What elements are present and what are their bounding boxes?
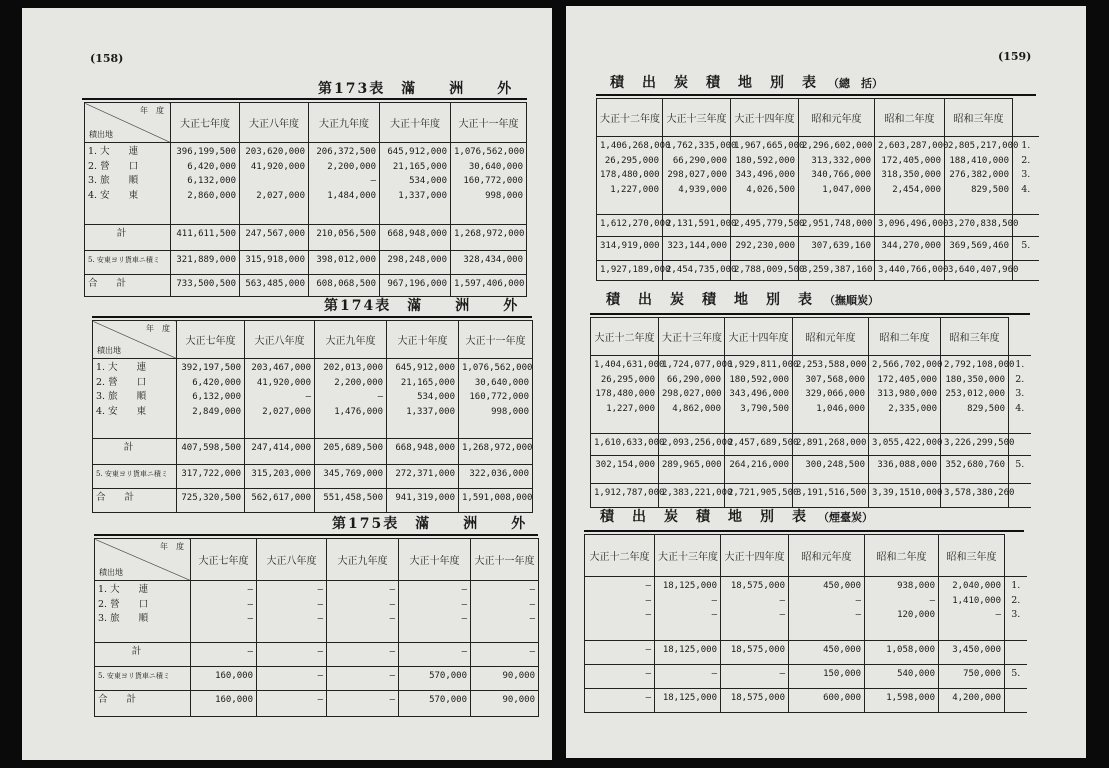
table-175-total-label: 合 計 [95,691,191,717]
fushun-table-cell: 300,248,500 [793,456,869,484]
table-174-cell: 322,036,000 [459,465,533,489]
table-174-cell: 1,076,562,000 30,640,000 160,772,000 998,000 [459,359,533,439]
index-blank [1005,689,1027,713]
table-175-cell: 160,000 [191,667,257,691]
fushun-table-cell: 336,088,000 [869,456,941,484]
table-174-header: 大正九年度 [315,321,387,359]
table-173 [84,102,527,297]
summary-table-header: 昭和二年度 [875,99,945,137]
yentai-table-cell: 450,000 [789,641,865,665]
table-173-header: 大正七年度 [171,103,240,143]
table-173-cell: 563,485,000 [240,275,309,297]
table-175-sum-label: 計 [95,643,191,667]
yentai-table [584,534,1027,713]
fushun-table-cell: 352,680,760 [941,456,1009,484]
table-173-total-label: 合 計 [85,275,171,297]
fushun-table-index: 1. 2. 3. 4. [1009,356,1031,434]
table-175-cell: — [399,643,471,667]
table-175-cell: 160,000 [191,691,257,717]
fushun-table-header: 昭和二年度 [869,318,941,356]
table-174-title: 第174表 滿 洲 外 [324,298,520,314]
fushun-table-header: 大正十四年度 [725,318,793,356]
page-number-left: (158) [90,52,124,65]
table-174-cell: 645,912,000 21,165,000 534,000 1,337,000 [387,359,459,439]
fushun-table-cell: 1,610,633,000 [591,434,659,456]
row-label: 3. 旅 順 [96,391,147,402]
yentai-table-rule [584,530,1024,532]
yentai-table-cell: 18,125,000 — — [655,577,721,641]
table-175-cell: — [191,643,257,667]
table-173-extra-label: 5. 安東ヨリ貨車ニ積ミ [85,251,171,275]
summary-table-subtitle: （總 括） [828,77,883,90]
summary-table-cell: 2,495,779,500 [731,215,799,237]
yentai-table-cell: 4,200,000 [939,689,1005,713]
fushun-table-cell: 2,457,689,500 [725,434,793,456]
yentai-table-cell: 18,125,000 [655,689,721,713]
summary-table-cell: 2,296,602,000 313,332,000 340,766,000 1,047,000 [799,137,875,215]
table-173-sum-label: 計 [85,225,171,251]
fushun-table-header: 昭和元年度 [793,318,869,356]
table-175-cell: — — — [191,581,257,643]
yentai-table-cell: 18,575,000 [721,641,789,665]
table-173-cell: 328,434,000 [451,251,527,275]
table-174-cell: 247,414,000 [245,439,315,465]
table-173-row-labels [85,143,171,225]
row-label: 1. 大 連 [98,584,149,595]
table-174-sum-label: 計 [93,439,177,465]
table-175-cell: 90,000 [471,667,539,691]
summary-table-header: 大正十三年度 [663,99,731,137]
fushun-table-cell: 3,578,380,260 [941,484,1009,508]
fushun-table-index: 5. [1009,456,1031,484]
table-174-corner: 年 度 積出地 [93,321,177,359]
yentai-table-cell: — [655,665,721,689]
fushun-table-cell: 302,154,000 [591,456,659,484]
table-174-cell: 1,591,008,000 [459,489,533,513]
yentai-table-cell: 750,000 [939,665,1005,689]
table-174-cell: 725,320,500 [177,489,245,513]
table-173-cell: 210,056,500 [309,225,380,251]
row-label: 3. 旅 順 [88,175,139,186]
yentai-table-subtitle: （煙臺炭） [818,511,873,524]
summary-table-cell: 344,270,000 [875,237,945,261]
table-175-cell: 570,000 [399,667,471,691]
table-173-header: 大正十年度 [380,103,451,143]
summary-table-cell: 323,144,000 [663,237,731,261]
table-173-header: 大正九年度 [309,103,380,143]
table-175-cell: — [327,691,399,717]
yentai-table-header: 昭和二年度 [865,535,939,577]
fushun-table-cell: 3,39,1510,000 [869,484,941,508]
table-174-cell: 551,458,500 [315,489,387,513]
yentai-table-cell: 1,598,000 [865,689,939,713]
table-173-cell: 1,076,562,000 30,640,000 160,772,000 998,000 [451,143,527,225]
index-header [1009,318,1031,356]
summary-table-cell: 3,270,838,500 [945,215,1013,237]
table-174-cell: 202,013,000 2,200,000 — 1,476,000 [315,359,387,439]
table-175-header: 大正十年度 [399,539,471,581]
table-173-cell: 247,567,000 [240,225,309,251]
fushun-table-cell: 3,055,422,000 [869,434,941,456]
yentai-table-cell: 150,000 [789,665,865,689]
yentai-table-cell: 3,450,000 [939,641,1005,665]
yentai-table-index: 5. [1005,665,1027,689]
table-175-cell: 90,000 [471,691,539,717]
fushun-table-cell: 2,093,256,000 [659,434,725,456]
table-175-row-labels [95,581,191,643]
summary-table-header: 大正十四年度 [731,99,799,137]
table-173-cell: 206,372,500 2,200,000 — 1,484,000 [309,143,380,225]
summary-table-cell: 314,919,000 [597,237,663,261]
yentai-table-cell: 18,575,000 [721,689,789,713]
yentai-table-cell: — [585,689,655,713]
table-175-header: 大正九年度 [327,539,399,581]
table-174-cell: 668,948,000 [387,439,459,465]
page-number-right: (159) [998,50,1032,63]
table-174-rule [92,316,532,318]
yentai-table-cell: 450,000 — — [789,577,865,641]
table-173-cell: 396,199,500 6,420,000 6,132,000 2,860,000 [171,143,240,225]
table-173-cell: 398,012,000 [309,251,380,275]
fushun-table-cell: 2,383,221,000 [659,484,725,508]
fushun-table-header: 大正十二年度 [591,318,659,356]
fushun-table-cell: 289,965,000 [659,456,725,484]
fushun-table-cell: 2,891,268,000 [793,434,869,456]
summary-table-cell: 2,603,287,000 172,405,000 318,350,000 2,454,000 [875,137,945,215]
summary-table-cell: 2,131,591,000 [663,215,731,237]
summary-table-index: 1. 2. 3. 4. [1013,137,1039,215]
table-174-header: 大正七年度 [177,321,245,359]
table-173-corner: 年 度 積出地 [85,103,171,143]
summary-table-cell: 1,762,335,000 66,290,000 298,027,000 4,939,000 [663,137,731,215]
fushun-table-cell: 1,404,631,000 26,295,000 178,480,000 1,227,000 [591,356,659,434]
table-173-title: 第173表 滿 洲 外 [318,81,514,97]
table-174-cell: 407,598,500 [177,439,245,465]
fushun-table-cell: 3,226,299,500 [941,434,1009,456]
table-174-header: 大正八年度 [245,321,315,359]
table-173-cell: 668,948,000 [380,225,451,251]
table-173-cell: 645,912,000 21,165,000 534,000 1,337,000 [380,143,451,225]
table-175-cell: — [327,667,399,691]
index-blank [1005,641,1027,665]
yentai-table-cell: 18,125,000 [655,641,721,665]
table-173-cell: 411,611,500 [171,225,240,251]
yentai-table-header: 大正十三年度 [655,535,721,577]
row-label: 4. 安 東 [88,189,139,201]
table-173-header: 大正十一年度 [451,103,527,143]
table-175-cell: — — — [399,581,471,643]
fushun-table-cell: 2,566,702,000 172,405,000 313,980,000 2,335,000 [869,356,941,434]
table-174-cell: 317,722,000 [177,465,245,489]
row-label: 2. 營 口 [96,376,147,388]
row-label: 2. 營 口 [98,598,149,610]
table-175-header: 大正八年度 [257,539,327,581]
yentai-table-cell: 540,000 [865,665,939,689]
table-175-rule [94,534,538,536]
table-174-header: 大正十年度 [387,321,459,359]
table-174-header: 大正十一年度 [459,321,533,359]
yentai-table-cell: — — — [585,577,655,641]
table-173-cell: 1,268,972,000 [451,225,527,251]
table-173-cell: 967,196,000 [380,275,451,297]
right-page [566,6,1086,758]
yentai-table-cell: 600,000 [789,689,865,713]
table-175-title: 第175表 滿 洲 外 [332,516,528,532]
table-175-extra-label: 5. 安東ヨリ貨車ニ積ミ [95,667,191,691]
table-175 [94,538,539,717]
table-175-cell: — [257,667,327,691]
yentai-table-header: 大正十二年度 [585,535,655,577]
table-175-corner: 年 度 積出地 [95,539,191,581]
summary-table-cell: 369,569,460 [945,237,1013,261]
yentai-table-cell: — [721,665,789,689]
table-174 [92,320,533,513]
summary-table-header: 大正十二年度 [597,99,663,137]
fushun-table-cell: 2,792,108,000 180,350,000 253,012,000 829,500 [941,356,1009,434]
summary-table-cell: 3,640,407,960 [945,261,1013,281]
summary-table-cell: 3,096,496,000 [875,215,945,237]
yentai-table-cell: — [585,665,655,689]
table-174-cell: 345,769,000 [315,465,387,489]
yentai-table-cell: — [585,641,655,665]
fushun-table-cell: 3,191,516,500 [793,484,869,508]
table-174-total-label: 合 計 [93,489,177,513]
table-175-cell: — [257,691,327,717]
table-174-cell: 392,197,500 6,420,000 6,132,000 2,849,000 [177,359,245,439]
yentai-table-cell: 18,575,000 — — [721,577,789,641]
table-173-cell: 321,889,000 [171,251,240,275]
table-174-cell: 1,268,972,000 [459,439,533,465]
summary-table [596,98,1039,281]
summary-table-cell: 2,805,217,000 188,410,000 276,382,000 829,500 [945,137,1013,215]
yentai-table-title: 積 出 炭 積 地 別 表 （煙臺炭） [600,509,873,525]
fushun-table-header: 大正十三年度 [659,318,725,356]
yentai-table-header: 昭和三年度 [939,535,1005,577]
fushun-table-cell: 2,253,588,000 307,568,000 329,066,000 1,046,000 [793,356,869,434]
row-label: 3. 旅 順 [98,613,149,624]
table-175-header: 大正七年度 [191,539,257,581]
table-173-cell: 733,500,500 [171,275,240,297]
table-175-header: 大正十一年度 [471,539,539,581]
table-175-cell: — [471,643,539,667]
summary-table-cell: 2,454,735,000 [663,261,731,281]
yentai-table-header: 昭和元年度 [789,535,865,577]
index-header [1005,535,1027,577]
table-173-rule [82,98,527,100]
table-174-cell: 205,689,500 [315,439,387,465]
summary-table-cell: 1,967,665,000 180,592,000 343,496,000 4,026,500 [731,137,799,215]
table-175-cell: — [327,643,399,667]
summary-table-cell: 2,951,748,000 [799,215,875,237]
table-173-header: 大正八年度 [240,103,309,143]
summary-table-title: 積 出 炭 積 地 別 表 （總 括） [610,75,883,91]
fushun-table-cell: 1,724,077,000 66,290,000 298,027,000 4,862,000 [659,356,725,434]
yentai-table-header: 大正十四年度 [721,535,789,577]
table-174-cell: 272,371,000 [387,465,459,489]
fushun-table-cell: 1,929,811,000 180,592,000 343,496,000 3,790,500 [725,356,793,434]
table-175-cell: — [257,643,327,667]
summary-table-cell: 307,639,160 [799,237,875,261]
table-174-extra-label: 5. 安東ヨリ貨車ニ積ミ [93,465,177,489]
row-label: 1. 大 連 [88,146,139,157]
table-174-cell: 941,319,000 [387,489,459,513]
summary-table-cell: 1,406,268,000 26,295,000 178,480,000 1,227,000 [597,137,663,215]
summary-table-cell: 2,788,009,500 [731,261,799,281]
table-175-cell: — — — [257,581,327,643]
table-174-cell: 315,203,000 [245,465,315,489]
table-173-cell: 608,068,500 [309,275,380,297]
index-header [1013,99,1039,137]
summary-table-index: 5. [1013,237,1039,261]
table-174-cell: 562,617,000 [245,489,315,513]
summary-table-header: 昭和元年度 [799,99,875,137]
summary-table-cell: 292,230,000 [731,237,799,261]
fushun-table-cell: 1,912,787,000 [591,484,659,508]
row-label: 4. 安 東 [96,405,147,417]
table-173-cell: 203,620,000 41,920,000 2,027,000 [240,143,309,225]
table-173-cell: 1,597,406,000 [451,275,527,297]
table-175-cell: — — — [327,581,399,643]
table-174-cell: 203,467,000 41,920,000 — 2,027,000 [245,359,315,439]
summary-table-cell: 3,259,387,160 [799,261,875,281]
row-label: 1. 大 連 [96,362,147,373]
yentai-table-cell: 938,000 — 120,000 [865,577,939,641]
left-page [22,8,552,760]
yentai-table-index: 1. 2. 3. [1005,577,1027,641]
table-174-row-labels [93,359,177,439]
table-173-cell: 298,248,000 [380,251,451,275]
row-label: 2. 營 口 [88,160,139,172]
table-173-cell: 315,918,000 [240,251,309,275]
table-175-cell: 570,000 [399,691,471,717]
summary-table-cell: 1,927,189,000 [597,261,663,281]
summary-table-cell: 3,440,766,000 [875,261,945,281]
summary-table-cell: 1,612,270,000 [597,215,663,237]
fushun-table-cell: 264,216,000 [725,456,793,484]
fushun-table-title: 積 出 炭 積 地 別 表 （撫順炭） [606,292,879,308]
summary-table-rule [596,94,1036,96]
fushun-table-subtitle: （撫順炭） [824,294,879,307]
table-175-cell: — — — [471,581,539,643]
yentai-table-cell: 2,040,000 1,410,000 — [939,577,1005,641]
summary-table-header: 昭和三年度 [945,99,1013,137]
fushun-table-rule [590,313,1030,315]
fushun-table-cell: 2,721,905,500 [725,484,793,508]
yentai-table-cell: 1,058,000 [865,641,939,665]
fushun-table-header: 昭和三年度 [941,318,1009,356]
fushun-table [590,317,1031,508]
